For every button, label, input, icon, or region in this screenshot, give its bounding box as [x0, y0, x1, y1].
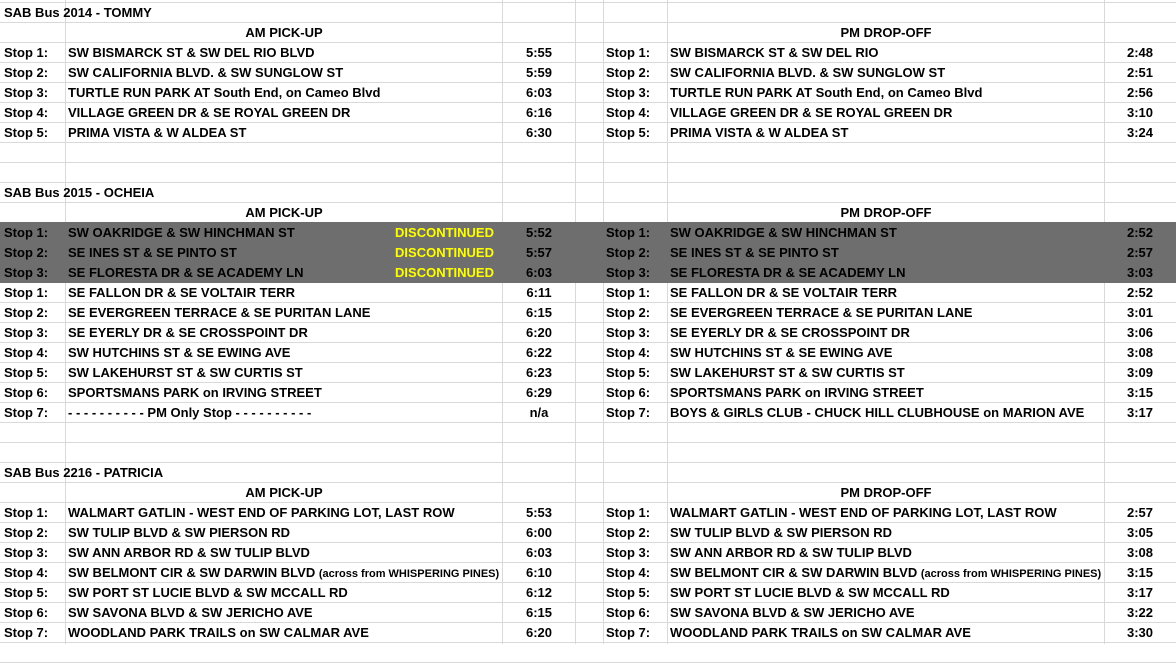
pm-dropoff-header: PM DROP-OFF: [840, 485, 932, 500]
am-time: 6:23: [525, 365, 553, 380]
am-stop-label: Stop 2:: [4, 65, 49, 80]
pm-stop-location: [670, 303, 1102, 323]
am-stop-label: Stop 4:: [4, 565, 49, 580]
pm-stop-location: [670, 603, 1102, 623]
pm-dropoff-header: PM DROP-OFF: [840, 205, 932, 220]
pm-stop-location: [670, 283, 1102, 303]
pm-time: 3:15: [1126, 565, 1154, 580]
am-stop-label: Stop 1:: [4, 285, 49, 300]
am-time: 6:30: [525, 125, 553, 140]
am-location-text: SW SAVONA BLVD & SW JERICHO AVE: [68, 605, 313, 620]
pm-location-text: SW TULIP BLVD & SW PIERSON RD: [670, 525, 892, 540]
am-stop-label: Stop 7:: [4, 625, 49, 640]
pm-stop-label: Stop 3:: [606, 85, 651, 100]
am-time: 6:00: [525, 525, 553, 540]
pm-time: 2:56: [1126, 85, 1154, 100]
pm-stop-location: [670, 43, 1102, 63]
am-stop-location: [68, 623, 500, 643]
gridline-vertical: [1104, 0, 1105, 644]
pm-stop-label: Stop 3:: [606, 325, 651, 340]
pm-stop-label: Stop 2:: [606, 525, 651, 540]
am-location-text: SE FLORESTA DR & SE ACADEMY LN: [68, 265, 304, 280]
pm-stop-label: Stop 5:: [606, 585, 651, 600]
pm-stop-label: Stop 2:: [606, 305, 651, 320]
pm-time: 2:52: [1126, 285, 1154, 300]
bus-title: SAB Bus 2015 - OCHEIA: [4, 185, 155, 200]
am-stop-location: [68, 383, 500, 403]
pm-location-text: VILLAGE GREEN DR & SE ROYAL GREEN DR: [670, 105, 953, 120]
pm-stop-location: [670, 123, 1102, 143]
pm-stop-label: Stop 6:: [606, 385, 651, 400]
am-stop-location: [68, 323, 500, 343]
am-stop-location: [68, 503, 500, 523]
am-location-text: TURTLE RUN PARK AT South End, on Cameo Blvd: [68, 85, 381, 100]
am-time: 5:57: [525, 245, 553, 260]
am-location-text: SW BISMARCK ST & SW DEL RIO BLVD: [68, 45, 315, 60]
pm-location-text: SW BELMONT CIR & SW DARWIN BLVD: [670, 565, 918, 580]
am-stop-location: [68, 523, 500, 543]
am-time: 5:53: [525, 505, 553, 520]
am-time: 6:15: [525, 305, 553, 320]
am-stop-label: Stop 2:: [4, 245, 49, 260]
am-stop-location: [68, 283, 500, 303]
am-time: 6:29: [525, 385, 553, 400]
pm-time: 2:52: [1126, 225, 1154, 240]
am-stop-label: Stop 4:: [4, 105, 49, 120]
pm-stop-label: Stop 5:: [606, 365, 651, 380]
am-stop-location: [68, 603, 500, 623]
gridline-vertical: [502, 0, 503, 644]
am-stop-location: [68, 43, 500, 63]
pm-stop-label: Stop 4:: [606, 345, 651, 360]
am-location-text: SW BELMONT CIR & SW DARWIN BLVD: [68, 565, 316, 580]
am-time: 6:11: [526, 285, 552, 300]
am-stop-location: [68, 343, 500, 363]
pm-location-text: WALMART GATLIN - WEST END OF PARKING LOT, LAST ROW: [670, 505, 1057, 520]
bus-title: SAB Bus 2014 - TOMMY: [4, 5, 152, 20]
am-time: 6:22: [525, 345, 553, 360]
pm-time: 3:01: [1126, 305, 1154, 320]
pm-location-text: SE EYERLY DR & SE CROSSPOINT DR: [670, 325, 910, 340]
pm-stop-location: [670, 323, 1102, 343]
pm-stop-label: Stop 4:: [606, 565, 651, 580]
pm-stop-label: Stop 7:: [606, 405, 651, 420]
am-time: 6:03: [525, 545, 553, 560]
pm-time: 3:06: [1126, 325, 1154, 340]
pm-location-text: SW CALIFORNIA BLVD. & SW SUNGLOW ST: [670, 65, 946, 80]
pm-location-text: SW SAVONA BLVD & SW JERICHO AVE: [670, 605, 915, 620]
am-location-text: SPORTSMANS PARK on IRVING STREET: [68, 385, 322, 400]
pm-stop-location: [670, 403, 1102, 423]
am-location-text: VILLAGE GREEN DR & SE ROYAL GREEN DR: [68, 105, 351, 120]
pm-time: 3:17: [1126, 405, 1154, 420]
am-stop-label: Stop 2:: [4, 525, 49, 540]
am-time: 5:59: [525, 65, 553, 80]
pm-dropoff-header: PM DROP-OFF: [840, 25, 932, 40]
pm-stop-label: Stop 2:: [606, 65, 651, 80]
am-location-text: SE EYERLY DR & SE CROSSPOINT DR: [68, 325, 308, 340]
am-location-text: SE INES ST & SE PINTO ST: [68, 245, 237, 260]
pm-location-note: (across from WHISPERING PINES): [920, 568, 1102, 580]
pm-stop-location: [670, 503, 1102, 523]
pm-stop-label: Stop 1:: [606, 225, 651, 240]
pm-stop-label: Stop 5:: [606, 125, 651, 140]
pm-stop-location: [670, 223, 1102, 243]
am-location-text: PRIMA VISTA & W ALDEA ST: [68, 125, 247, 140]
pm-time: 3:22: [1126, 605, 1154, 620]
pm-time: 3:10: [1126, 105, 1154, 120]
gridline-vertical: [667, 0, 668, 644]
am-time: 5:55: [525, 45, 553, 60]
pm-stop-label: Stop 1:: [606, 285, 651, 300]
am-stop-location: [68, 583, 500, 603]
am-time: 6:16: [525, 105, 553, 120]
pm-time: 3:05: [1126, 525, 1154, 540]
am-stop-label: Stop 1:: [4, 505, 49, 520]
gridline-vertical: [603, 0, 604, 644]
pm-stop-location: [670, 383, 1102, 403]
am-location-text: SW TULIP BLVD & SW PIERSON RD: [68, 525, 290, 540]
am-stop-label: Stop 6:: [4, 385, 49, 400]
gridline-horizontal: [0, 162, 1176, 163]
am-stop-location: [68, 303, 500, 323]
am-stop-location: [68, 63, 500, 83]
pm-location-text: BOYS & GIRLS CLUB - CHUCK HILL CLUBHOUSE on MARION AVE: [670, 405, 1085, 420]
am-stop-label: Stop 4:: [4, 345, 49, 360]
pm-location-text: SE EVERGREEN TERRACE & SE PURITAN LANE: [670, 305, 973, 320]
pm-time: 3:30: [1126, 625, 1154, 640]
pm-location-text: WOODLAND PARK TRAILS on SW CALMAR AVE: [670, 625, 971, 640]
pm-location-text: TURTLE RUN PARK AT South End, on Cameo Blvd: [670, 85, 983, 100]
pm-location-text: PRIMA VISTA & W ALDEA ST: [670, 125, 849, 140]
am-time: 6:20: [525, 625, 553, 640]
am-location-text: SW OAKRIDGE & SW HINCHMAN ST: [68, 225, 295, 240]
am-location-text: SW LAKEHURST ST & SW CURTIS ST: [68, 365, 303, 380]
am-stop-location: [68, 103, 500, 123]
pm-time: 3:15: [1126, 385, 1154, 400]
pm-stop-label: Stop 2:: [606, 245, 651, 260]
am-location-text: SW ANN ARBOR RD & SW TULIP BLVD: [68, 545, 310, 560]
am-location-note: (across from WHISPERING PINES): [318, 568, 500, 580]
am-stop-label: Stop 1:: [4, 225, 49, 240]
am-time: 6:12: [525, 585, 553, 600]
pm-time: 3:08: [1126, 345, 1154, 360]
am-time: n/a: [529, 405, 549, 420]
am-location-text: SE EVERGREEN TERRACE & SE PURITAN LANE: [68, 305, 371, 320]
pm-stop-label: Stop 7:: [606, 625, 651, 640]
gridline-vertical: [65, 0, 66, 644]
pm-stop-location: [670, 243, 1102, 263]
pm-stop-location: [670, 583, 1102, 603]
am-stop-label: Stop 3:: [4, 265, 49, 280]
am-location-text: SE FALLON DR & SE VOLTAIR TERR: [68, 285, 296, 300]
pm-location-text: SPORTSMANS PARK on IRVING STREET: [670, 385, 924, 400]
am-stop-label: Stop 5:: [4, 125, 49, 140]
am-location-text: SW CALIFORNIA BLVD. & SW SUNGLOW ST: [68, 65, 344, 80]
am-pickup-header: AM PICK-UP: [245, 25, 323, 40]
am-location-text: WALMART GATLIN - WEST END OF PARKING LOT, LAST ROW: [68, 505, 455, 520]
am-stop-label: Stop 7:: [4, 405, 49, 420]
am-stop-label: Stop 3:: [4, 545, 49, 560]
am-time: 6:03: [525, 85, 553, 100]
am-pickup-header: AM PICK-UP: [245, 485, 323, 500]
pm-stop-location: [670, 523, 1102, 543]
am-location-text: SW HUTCHINS ST & SE EWING AVE: [68, 345, 291, 360]
pm-time: 3:17: [1126, 585, 1154, 600]
pm-stop-location: [670, 623, 1102, 643]
pm-location-text: SW OAKRIDGE & SW HINCHMAN ST: [670, 225, 897, 240]
pm-stop-location: [670, 563, 1102, 583]
pm-time: 3:09: [1126, 365, 1154, 380]
discontinued-status: DISCONTINUED: [395, 265, 494, 280]
pm-stop-location: [670, 63, 1102, 83]
pm-location-text: SE INES ST & SE PINTO ST: [670, 245, 839, 260]
pm-time: 2:48: [1126, 45, 1154, 60]
am-stop-location: [68, 123, 500, 143]
am-stop-location: [68, 543, 500, 563]
am-stop-label: Stop 2:: [4, 305, 49, 320]
pm-time: 2:57: [1126, 245, 1154, 260]
am-stop-label: Stop 5:: [4, 585, 49, 600]
am-time: 6:10: [525, 565, 553, 580]
pm-location-text: SW HUTCHINS ST & SE EWING AVE: [670, 345, 893, 360]
am-stop-location: [68, 363, 500, 383]
am-stop-location: [68, 403, 500, 423]
pm-stop-label: Stop 3:: [606, 265, 651, 280]
pm-time: 3:08: [1126, 545, 1154, 560]
pm-time: 2:51: [1126, 65, 1154, 80]
am-stop-location: [68, 563, 500, 583]
am-time: 6:03: [525, 265, 553, 280]
am-stop-label: Stop 3:: [4, 85, 49, 100]
pm-location-text: SE FALLON DR & SE VOLTAIR TERR: [670, 285, 898, 300]
pm-time: 3:03: [1126, 265, 1154, 280]
pm-stop-location: [670, 83, 1102, 103]
pm-location-text: SW LAKEHURST ST & SW CURTIS ST: [670, 365, 905, 380]
am-stop-location: [68, 83, 500, 103]
pm-stop-location: [670, 343, 1102, 363]
am-location-text: - - - - - - - - - - PM Only Stop - - - - - - - - - -: [68, 405, 312, 420]
am-stop-label: Stop 1:: [4, 45, 49, 60]
am-time: 6:15: [525, 605, 553, 620]
pm-stop-location: [670, 363, 1102, 383]
pm-time: 2:57: [1126, 505, 1154, 520]
pm-stop-location: [670, 543, 1102, 563]
gridline-vertical: [575, 0, 576, 644]
am-location-text: WOODLAND PARK TRAILS on SW CALMAR AVE: [68, 625, 369, 640]
pm-location-text: SW BISMARCK ST & SW DEL RIO: [670, 45, 879, 60]
am-location-text: SW PORT ST LUCIE BLVD & SW MCCALL RD: [68, 585, 348, 600]
pm-stop-label: Stop 4:: [606, 105, 651, 120]
am-stop-label: Stop 5:: [4, 365, 49, 380]
am-stop-label: Stop 6:: [4, 605, 49, 620]
am-stop-label: Stop 3:: [4, 325, 49, 340]
pm-stop-label: Stop 1:: [606, 505, 651, 520]
discontinued-status: DISCONTINUED: [395, 225, 494, 240]
bus-title: SAB Bus 2216 - PATRICIA: [4, 465, 164, 480]
am-time: 6:20: [525, 325, 553, 340]
pm-location-text: SW ANN ARBOR RD & SW TULIP BLVD: [670, 545, 912, 560]
am-pickup-header: AM PICK-UP: [245, 205, 323, 220]
pm-location-text: SE FLORESTA DR & SE ACADEMY LN: [670, 265, 906, 280]
pm-stop-location: [670, 103, 1102, 123]
pm-stop-label: Stop 1:: [606, 45, 651, 60]
pm-stop-label: Stop 6:: [606, 605, 651, 620]
discontinued-status: DISCONTINUED: [395, 245, 494, 260]
am-time: 5:52: [525, 225, 553, 240]
gridline-horizontal: [0, 442, 1176, 443]
pm-location-text: SW PORT ST LUCIE BLVD & SW MCCALL RD: [670, 585, 950, 600]
pm-stop-location: [670, 263, 1102, 283]
pm-time: 3:24: [1126, 125, 1154, 140]
pm-stop-label: Stop 3:: [606, 545, 651, 560]
